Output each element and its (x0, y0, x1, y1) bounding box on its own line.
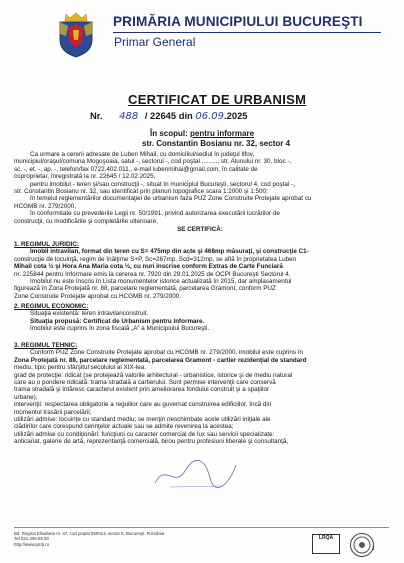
institution-subtitle: Primar General (114, 35, 196, 49)
institution-title: PRIMĂRIA MUNICIPIULUI BUCUREŞTI (113, 14, 363, 29)
section-line: figurează în Zona Protejată nr. 88, parcelare reglementată, parcelarea Gramont, conform PUZ (14, 285, 276, 293)
section-line: Mihail cota ½ şi Hora Ana Maria cota ½, cu nuri înscrise conform Extras de Carte Funciară (14, 263, 283, 271)
intro-line: sc. -, et. -, ap. -, telefon/fax 0722.402.011., e-mail lubenmihai@gmail.com, în calitate de (14, 165, 258, 173)
section-heading: 3. REGIMUL TEHNIC: (14, 342, 78, 349)
footer-website[interactable]: http://www.pmb.ro (14, 541, 50, 547)
section-line: utilizări admise cu condiţionări: funcţiuni cu caracter comercial de lux sau servicii specializate: (14, 430, 275, 438)
lrqa-certification-logo: LRQA (312, 534, 340, 554)
section-heading: 1. REGIMUL JURIDIC: (14, 241, 79, 248)
header-divider (113, 32, 381, 33)
intro-paragraph (14, 151, 386, 233)
section-line: grad de protecţie: ridicat (se protejează valorile arhitectural - urbanistice, istorice şi de mediu natural (14, 371, 293, 379)
certificate-number: Nr. 488 / 22645 din 06.09.2025 (90, 110, 248, 122)
section-line: intervenţii: respectarea obligatorie a regulilor care au guvernat construirea edificiilor, încă din (14, 401, 272, 409)
intro-line: în temeiul reglementărilor documentaţiei de urbanism faza PUZ Zone Construite Protejate aprobat cu (30, 195, 312, 203)
page-number: 1 (372, 546, 375, 552)
intro-line: municipiul/oraşul/comuna Mogoşoaia, satul -, sectorul -, cod poştal ........., str. Alunului nr. 30, bloc -, (14, 158, 292, 166)
section-line: care au o pondere ridicată: trama stradală a cartierului. Sunt permise intervenţii care conservă (14, 379, 276, 387)
intro-line: pentru imobilul - teren şi/sau construcţii -, situat în municipiul Bucureşti, sectorul 4, cod poştal -, (30, 180, 295, 188)
footer-contact (14, 531, 164, 547)
section-line: Situaţia propusă: Certificat de Urbanism pentru Informare. (30, 317, 205, 325)
section-line: nr. 225844 pentru Informare emis la cererea nr. 7920 din 29.01.2025 de OCPI Bucureşti Sectorul 4. (14, 270, 291, 278)
certificate-title: CERTIFICAT DE URBANISM (128, 92, 307, 107)
scope-line: În scopul: pentru informare (150, 129, 255, 138)
section-economic (14, 303, 386, 333)
section-line: clădirilor care corespund cerinţelor actuale sau se admite revenirea la acestea; (14, 423, 234, 431)
section-line: utilizări admise: locuinţe cu standard mediu; se menţin neschimbate acele utilizări iniţiale ale (14, 416, 271, 424)
section-line: momentul trasării parcelării; (14, 408, 92, 416)
intro-line: Ca urmare a cererii adresate de Luben Mihail, cu domiciliul/sediul în judeţul Ilfov, (30, 151, 255, 158)
bucharest-coat-of-arms-icon (56, 12, 96, 58)
intro-line: coproprietar, înregistrată la nr. 22645 / 12.02.2025, (14, 173, 156, 181)
footer-phone: Tel 021.305.55.00 (14, 536, 49, 542)
handwritten-number: 488 (119, 111, 139, 122)
section-line: urbane); (14, 393, 38, 401)
section-line: Imobilul este cuprins în zona fiscală „A” a Municipiului Bucureşti. (30, 325, 210, 333)
section-line: trama stradală şi întăresc caracterul existent prin ameliorarea fondului construit şi a spaţiilor (14, 386, 270, 394)
section-heading: 2. REGIMUL ECONOMIC: (14, 303, 89, 310)
section-line: Situaţia existentă: teren intravilanconstruit. (30, 310, 149, 318)
handwritten-day: 06 (195, 111, 209, 122)
footer-address: Bd. Regina Elisabeta nr. 47, cod poştal 050013, sector 5, Bucureşti, România (14, 531, 165, 536)
intro-line: în conformitate cu prevederile Legii nr. 50/1991, privind autorizarea executării lucrărilor de (30, 210, 280, 218)
section-line: anticariat, galerie de artă, reprezentanţă comercială, birou pentru profesiuni liberale şi consultanţă, (14, 438, 289, 446)
intro-line: HCGMB nr. 279/2000, (14, 202, 76, 210)
section-line: Imobil intravilan, format din teren cu S= 475mp din acte şi 468mp măsuraţi, şi construcţie C1- (30, 248, 309, 256)
property-address: str. Constantin Bosianu nr. 32, sector 4 (142, 139, 291, 148)
section-line: Zone Construite Protejate aprobat cu HCGMB nr. 279/2000. (14, 292, 181, 300)
certification-heading: SE CERTIFICĂ: (177, 226, 223, 234)
section-line: Conform PUZ Zone Construite Protejate aprobat cu HCGMB nr. 279/2000, imobilul este cuprins în (30, 349, 303, 357)
section-juridic (14, 241, 386, 300)
section-line: Zona Protejată nr. 88, parcelare reglementată, parcelarea Gramont - cartier rezidenţial de standard (14, 356, 307, 364)
iqnet-certification-icon (350, 533, 374, 557)
handwritten-signature (150, 453, 240, 493)
section-line: Imobilul nu este înscris în Lista monumentelor istorice actualizată în 2015, dar amplasamentul (30, 278, 292, 286)
intro-line: str. Constantin Bosianu nr. 32, sau identificat prin planuri topografice scara 1:2000 şi 1:500; (14, 188, 268, 196)
handwritten-month: .09 (208, 111, 225, 122)
footer-divider (14, 527, 389, 528)
intro-line: construcţii, cu modificările şi completările ulterioare, (14, 217, 158, 225)
section-line: construcţie de locuinţă, regim de înălţime S+P, Sc=267mp, Scd=312mp, se află în proprietatea Luben (14, 255, 297, 263)
section-tehnic (14, 342, 386, 446)
section-line: mediu, tipic pentru sfârşitul secolului al XIX-lea. (14, 364, 146, 372)
